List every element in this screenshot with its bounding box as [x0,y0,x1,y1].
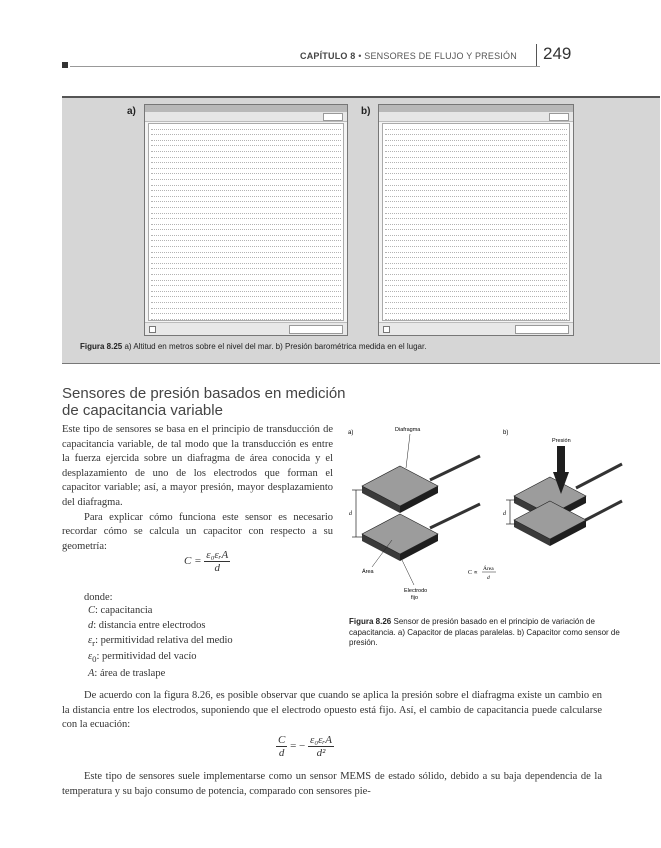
eq2-lhs-num: C [278,734,286,746]
presion-label: Presión [552,438,571,444]
wire-lower-a [430,504,480,528]
pressure-arrow-shaft [557,446,565,474]
eq-numerator: ε₀εᵣA [206,549,229,561]
header-bullet: • [358,51,362,61]
window-status-bar [379,322,573,335]
eq2-rhs-num: ε₀εᵣA [310,734,332,746]
line-ending-select [515,325,569,334]
paragraph-4: Este tipo de sensores suele implementarse como un sensor MEMS de estado sólido, debido a su baja dependencia de la temperatura y su bajo consumo de potencia, comparado con sensores pie- [62,771,602,797]
line-ending-select [289,325,343,334]
caption-label: Figura 8.26 [349,617,392,626]
section-title-line-2: de capacitancia variable [62,402,223,419]
def-item: $\varepsilon_0$: permitividad del vacío [88,651,197,665]
serial-output-pressure [382,123,570,321]
figure-bottom-rule [62,363,660,364]
paragraph-3: De acuerdo con la figura 8.26, es posible observar que cuando se aplica la presión sobre el diafragma existe un cambio en la distancia entre los electrodos, suponiendo que el electrodo opuesto está fijo. Así, el cambio de capacitancia puede calcularse con la ecuación: [62,690,602,731]
output-line [385,320,567,321]
paragraph-1: Este tipo de sensores se basa en el principio de transducción de capacitancia variable, de tal modo que la transducción es entre la fuerza ejercida sobre un diafragma de área conocida y el desplazamiento de uno de los electrodos que forman el capacitor variable; así, a mayor presión, mayor desplazamiento del diafragma. [62,424,333,508]
chapter-label: CAPÍTULO 8 [300,51,356,61]
plate-lower-top [362,514,438,554]
figure-8-26-caption [349,617,631,649]
def-item: d: distancia entre electrodos [88,619,206,631]
prop-num: Área [483,566,494,572]
def-item: C: capacitancia [88,605,153,616]
dim-d-b-label: d [503,511,506,517]
eq2-rhs-den: d² [316,747,326,759]
caption-text: a) Altitud en metros sobre el nivel del mar. b) Presión barométrica medida en el lugar. [124,342,427,351]
send-button [323,113,343,121]
header-rule [70,66,540,67]
window-input-bar [379,112,573,122]
serial-monitor-window-a [144,104,348,336]
def-item: $\varepsilon_r$: permitividad relativa del medio [88,634,233,648]
eq2-equals: = − [290,740,306,753]
prop-label: C ∝ [468,570,478,576]
eq-fraction [204,549,230,574]
autoscroll-checkbox [149,326,156,333]
equation-capacitance-change [276,734,334,759]
dim-d-a-label: d [349,511,352,517]
window-input-bar [145,112,347,122]
prop-den: d [487,575,490,581]
eq2-lhs-fraction [276,734,287,759]
wire-upper-b [576,464,622,488]
eq-denominator: d [214,562,220,574]
chapter-title: SENSORES DE FLUJO Y PRESIÓN [364,51,517,61]
eq2-lhs-den: d [278,747,285,759]
caption-text: Sensor de presión basado en el principio de variación de capacitancia. a) Capacitor de placas paralelas. b) Capacitor como sensor de presión. [349,617,620,647]
figure-8-25-label-b: b) [361,106,371,117]
section-title [62,385,346,419]
running-header [300,51,517,61]
def-item: A: área de traslape [88,668,166,680]
fig26-label-a: a) [348,430,354,436]
figure-top-rule [62,96,660,98]
plate-upper-top [362,466,438,506]
header-divider [536,44,537,66]
eq-lhs: C = [184,555,202,568]
output-line [151,320,341,321]
figure-8-26-diagram [340,422,630,612]
donde-label: donde: [84,592,113,603]
electrodo-label-1: Electrodo [404,588,428,594]
equation-capacitance [184,549,230,574]
window-titlebar [145,105,347,112]
body-left-column [62,423,333,554]
wire-upper-a [430,456,480,480]
window-titlebar [379,105,573,112]
section-title-line-1: Sensores de presión basados en medición [62,385,346,402]
eq2-rhs-fraction [308,734,334,759]
fig26-label-b: b) [503,430,509,436]
area-label: Área [362,569,374,575]
serial-output-altitude [148,123,344,321]
caption-label: Figura 8.25 [80,342,123,351]
autoscroll-checkbox [383,326,390,333]
diafragma-label: Diafragma [395,427,421,433]
window-status-bar [145,322,347,335]
send-button [549,113,569,121]
variable-definitions [88,604,233,682]
figure-8-25-label-a: a) [127,106,136,117]
serial-monitor-window-b [378,104,574,336]
page-number: 249 [543,44,572,63]
paragraph-2: Para explicar cómo funciona este sensor es necesario recordar cómo se calcula un capacitor con respecto a su geometría: [62,511,333,552]
electrodo-label-2: fijo [411,595,419,601]
figure-8-25-caption [80,342,426,351]
header-square [62,62,68,68]
